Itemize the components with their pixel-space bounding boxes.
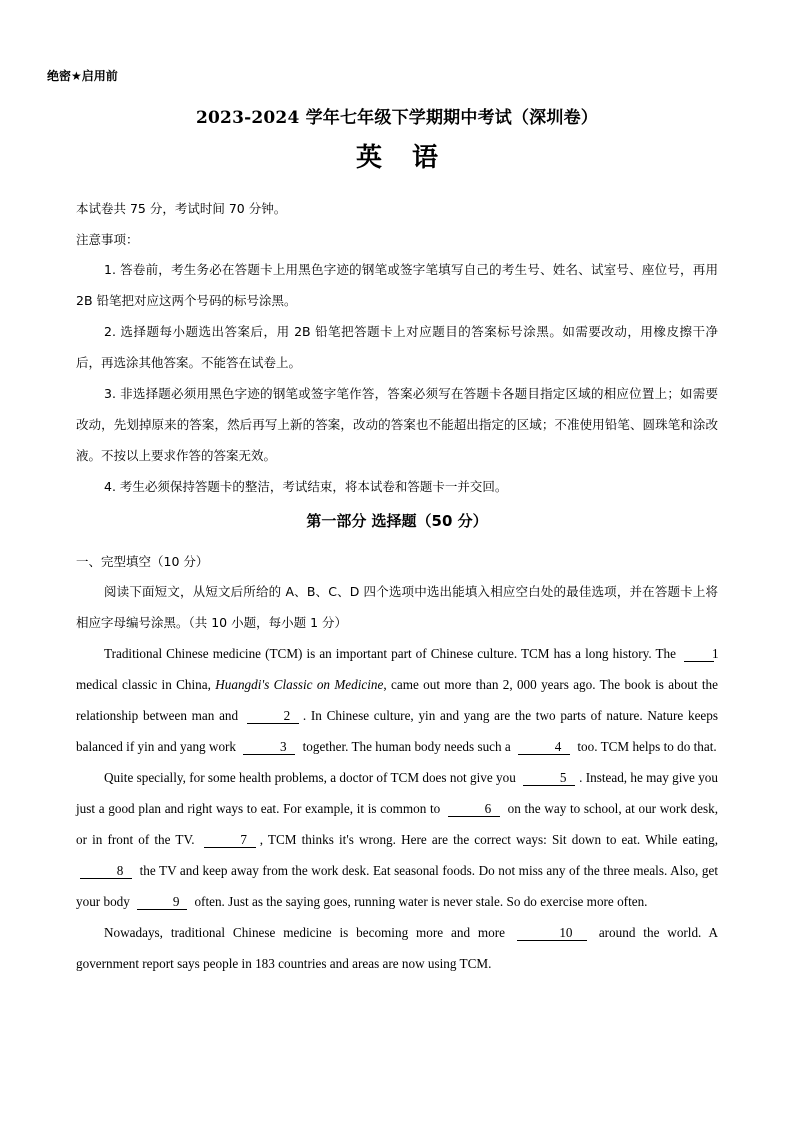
blank-8: 8 <box>80 864 132 879</box>
passage-paragraph-2: Quite specially, for some health problems, a doctor of TCM does not give you 5 . Instead, he may give you just a good plan and right ways to eat. For example, it is common to 6 on the way to school, at our work desk, or in front of the TV. 7 , TCM thinks it's wrong. Here are the correct ways: Sit down to eat. While eating, 8 the TV and keep away from the work desk. Eat seasonal foods. Do not miss any of the three meals. Also, get your body 9 often. Just as the saying goes, running water is never stale. So do exercise more often. <box>76 770 719 909</box>
blank-5: 5 <box>523 771 575 786</box>
note-item: 4. 考生必须保持答题卡的整洁，考试结束，将本试卷和答题卡一并交回。 <box>104 479 508 494</box>
note-item: 1. 答卷前，考生务必在答题卡上用黑色字迹的钢笔或签字笔填写自己的考生号、姓名、试室号、座位号，再用 2B 铅笔把对应这两个号码的标号涂黑。 <box>76 262 718 308</box>
exam-info: 本试卷共 75 分，考试时间 70 分钟。 <box>76 201 287 216</box>
notes-heading: 注意事项： <box>76 232 139 247</box>
blank-10: 10 <box>517 926 587 941</box>
blank-3: 3 <box>243 740 295 755</box>
classified-label: 绝密★启用前 <box>47 69 118 83</box>
note-item: 2. 选择题每小题选出答案后，用 2B 铅笔把答题卡上对应题目的答案标号涂黑。如需要改动，用橡皮擦干净后，再选涂其他答案。不能答在试卷上。 <box>76 324 718 370</box>
instructions <box>76 576 718 638</box>
notes-list <box>76 254 718 502</box>
part-title: 第一部分 选择题（50 分） <box>306 512 488 530</box>
blank-4: 4 <box>518 740 570 755</box>
blank-1: 1 <box>684 647 714 662</box>
passage-paragraph-1: Traditional Chinese medicine (TCM) is an important part of Chinese culture. TCM has a long history. The 1 medical classic in China, Huangdi's Classic on Medicine, came out more than 2, 000 years ago. The book is about the relationship between man and 2 . In Chinese culture, yin and yang are the two parts of nature. Nature keeps balanced if yin and yang work 3 together. The human body needs such a 4 too. TCM helps to do that. <box>76 646 719 754</box>
book-title: Huangdi's Classic on Medicine <box>215 677 384 692</box>
exam-title: 2023-2024 学年七年级下学期期中考试（深圳卷） <box>195 108 598 128</box>
blank-7: 7 <box>204 833 256 848</box>
blank-9: 9 <box>137 895 187 910</box>
instructions-text: 阅读下面短文，从短文后所给的 A、B、C、D 四个选项中选出能填入相应空白处的最佳选项，并在答题卡上将相应字母编号涂黑。（共 10 小题，每小题 1 分） <box>76 584 718 630</box>
reading-passage <box>76 638 718 979</box>
subject-char-2: 语 <box>412 143 439 173</box>
subject-char-1: 英 <box>355 143 382 173</box>
note-item: 3. 非选择题必须用黑色字迹的钢笔或签字笔作答，答案必须写在答题卡各题目指定区域的相应位置上；如需要改动，先划掉原来的答案，然后再写上新的答案，改动的答案也不能超出指定的区域；不准使用铅笔、圆珠笔和涂改液。不按以上要求作答的答案无效。 <box>76 386 718 463</box>
blank-2: 2 <box>247 709 299 724</box>
subject-title <box>0 137 794 174</box>
passage-paragraph-3: Nowadays, traditional Chinese medicine is becoming more and more 10 around the world. A government report says people in 183 countries and areas are now using TCM. <box>76 925 719 971</box>
blank-6: 6 <box>448 802 500 817</box>
section-heading: 一、完型填空（10 分） <box>76 554 209 569</box>
